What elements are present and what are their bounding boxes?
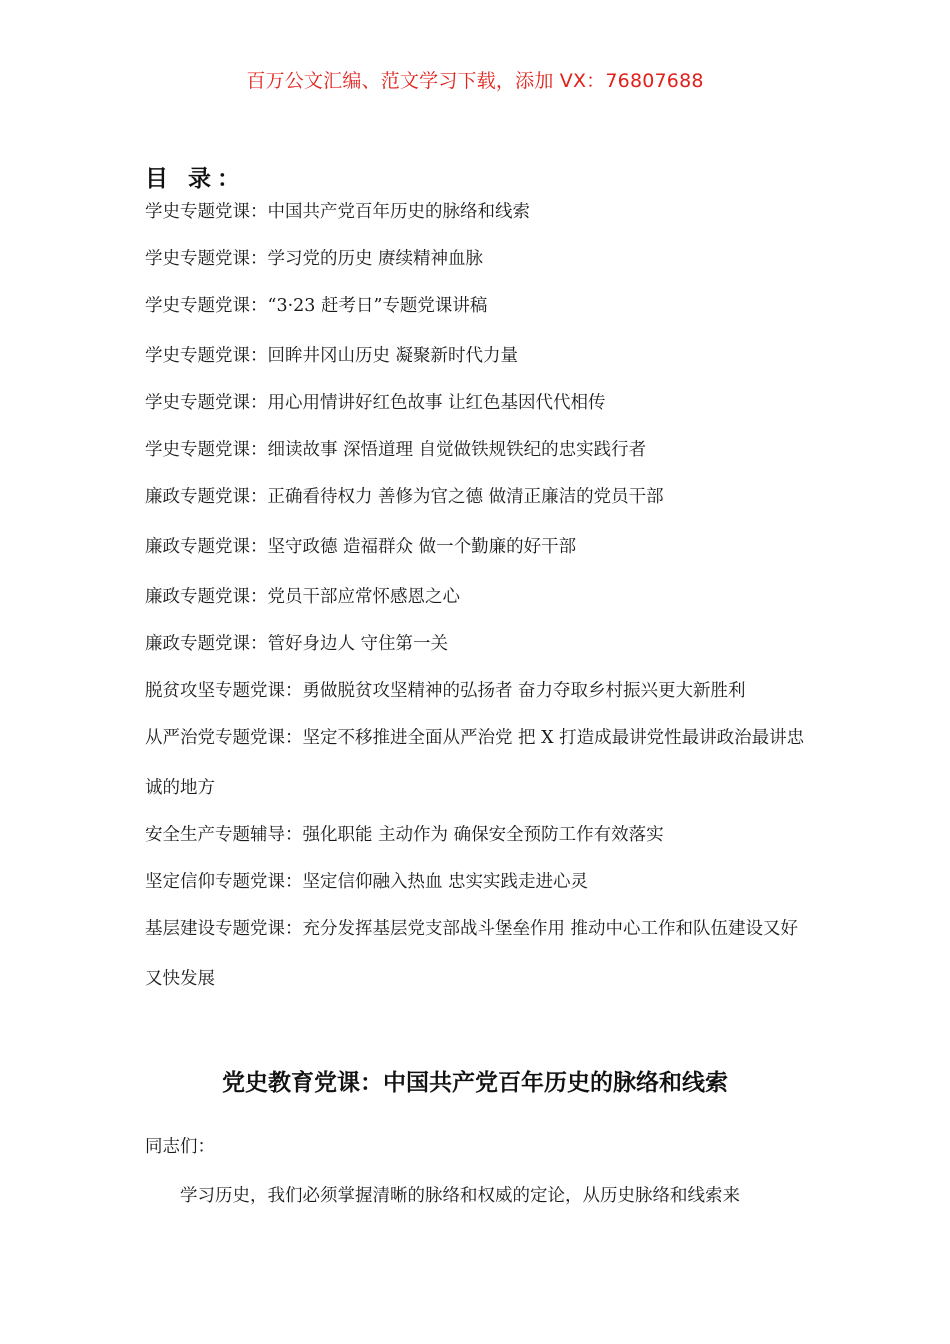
toc-item: 廉政专题党课：党员干部应常怀感恩之心 [145,587,460,607]
toc-item: 学史专题党课：中国共产党百年历史的脉络和线索 [145,202,530,222]
toc-list [145,198,815,1004]
toc-item: 学史专题党课：用心用情讲好红色故事 让红色基因代代相传 [145,393,606,413]
body-paragraph: 学习历史，我们必须掌握清晰的脉络和权威的定论，从历史脉络和线索来 [180,1186,740,1206]
toc-item: 学史专题党课：细读故事 深悟道理 自觉做铁规铁纪的忠实践行者 [145,440,647,460]
salutation: 同志们： [145,1137,215,1157]
toc-title: 目 录： [145,166,247,192]
toc-item: 基层建设专题党课：充分发挥基层党支部战斗堡垒作用 推动中心工作和队伍建设又好又快发展 [145,919,799,989]
watermark-header: 百万公文汇编、范文学习下载，添加 VX：76807688 [246,70,704,92]
toc-item: 脱贫攻坚专题党课：勇做脱贫攻坚精神的弘扬者 奋力夺取乡村振兴更大新胜利 [145,681,746,701]
article-title: 党史教育党课：中国共产党百年历史的脉络和线索 [222,1070,728,1096]
toc-item: 从严治党专题党课：坚定不移推进全面从严治党 把 X 打造成最讲党性最讲政治最讲忠诚的地方 [145,728,805,798]
toc-item: 学史专题党课：“3·23 赶考日”专题党课讲稿 [145,296,488,316]
toc-item: 廉政专题党课：管好身边人 守住第一关 [145,634,449,654]
toc-item: 坚定信仰专题党课：坚定信仰融入热血 忠实实践走进心灵 [145,872,589,892]
toc-item: 学史专题党课：回眸井冈山历史 凝聚新时代力量 [145,346,519,366]
toc-item: 廉政专题党课：坚守政德 造福群众 做一个勤廉的好干部 [145,537,577,557]
toc-item: 学史专题党课：学习党的历史 赓续精神血脉 [145,249,484,269]
toc-item: 安全生产专题辅导：强化职能 主动作为 确保安全预防工作有效落实 [145,825,664,845]
toc-item: 廉政专题党课：正确看待权力 善修为官之德 做清正廉洁的党员干部 [145,487,664,507]
